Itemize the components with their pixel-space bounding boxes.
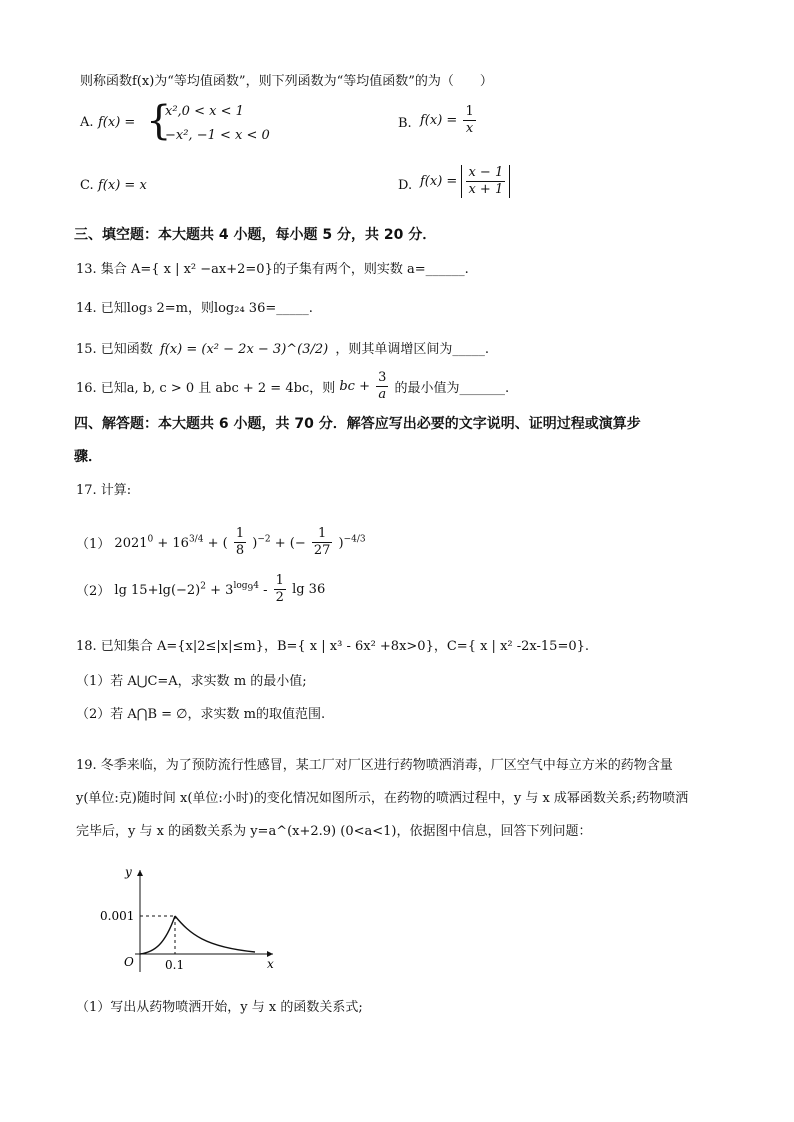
curve-decay [175,916,255,952]
question-19-line1: 19. 冬季来临，为了预防流行性感冒，某工厂对厂区进行药物喷洒消毒，厂区空气中每立方米的药物含量 [76,758,673,773]
option-b-fraction: $\frac{1}{x}$ [465,104,474,136]
question-18-part1: （1）若 A⋃C=A，求实数 m 的最小值; [76,674,307,689]
question-14: 14. 已知log₃ 2=m，则log₂₄ 36=_____. [76,301,313,316]
section-4-heading-line1: 四、解答题：本大题共 6 小题，共 70 分．解答应写出必要的文字说明、证明过程或演算步 [74,416,641,432]
question-15-function: f(x) = (x² − 2x − 3)^(3/2) [159,342,329,357]
section-3-heading: 三、填空题：本大题共 4 小题，每小题 5 分，共 20 分． [74,227,437,243]
question-15: 15. 已知函数 f(x) = (x² − 2x − 3)^(3/2) ，则其单调增区间为_____. [76,342,490,357]
question-17-part2: （2） $\lg 15+\lg(-2)^2 + 3^{log_94}$ - $\frac{1}{2}$ lg 36 [76,573,326,605]
question-17: 17. 计算: [76,483,132,498]
origin-label: O [124,955,134,969]
option-b-expr: f(x) = $\frac{1}{x}$ [420,104,474,136]
option-d-label: D. [398,178,413,193]
option-a-label: A. [80,115,94,130]
question-12-stem: 则称函数f(x)为“等均值函数”，则下列函数为“等均值函数”的为（ ） [80,74,493,89]
question-18-part2: （2）若 A⋂B = ∅，求实数 m的取值范围. [76,707,326,722]
question-16-fraction: $\frac{3}{a}$ [378,370,387,402]
question-13: 13. 集合 A={ x | x² −ax+2=0}的子集有两个，则实数 a=______. [76,262,469,277]
question-19-line3: 完毕后，y 与 x 的函数关系为 y=a^(x+2.9) (0<a<1)，依据图中信息，回答下列问题： [76,824,592,839]
question-16: 16. 已知a, b, c > 0 且 abc + 2 = 4bc，则 bc + $\frac{3}{a}$ 的最小值为_______. [76,370,510,402]
question-19-graph [95,862,285,977]
y-axis-label: y [125,865,132,879]
question-19-line2: y(单位:克)随时间 x(单位:小时)的变化情况如图所示，在药物的喷洒过程中，y 与 x 成幂函数关系;药物喷洒 [76,791,689,806]
y-axis-arrow [137,870,143,876]
option-a-fx: f(x) = [98,115,136,130]
curve-rising [140,916,175,954]
section-4-heading-line2: 骤． [74,449,102,465]
option-a-case2: −x², −1 < x < 0 [165,128,270,143]
option-c-label: C. [80,178,94,193]
option-d-fraction: $\frac{x - 1}{x + 1}$ [468,165,504,197]
question-18: 18. 已知集合 A={x|2≤|x|≤m}，B={ x | x³ - 6x² +8x>0}，C={ x | x² -2x-15=0}. [76,639,590,654]
y-tick-label: 0.001 [100,909,135,923]
x-tick-label: 0.1 [165,958,185,972]
question-17-part1: （1） $2021^0 + 16^{3/4}$ + ( $\frac{1}{8}$ )$^{-2}$ + (− $\frac{1}{27}$ )$^{-4/3}$ [76,526,366,558]
option-b-label: B. [398,116,412,131]
option-a-brace: { [146,98,172,144]
option-c-expr: f(x) = x [98,178,147,193]
option-d-expr: f(x) = $\frac{x - 1}{x + 1}$ [420,165,510,198]
option-a-case1: x²,0 < x < 1 [165,104,244,119]
question-19-part1: （1）写出从药物喷洒开始，y 与 x 的函数关系式; [76,1000,363,1015]
x-axis-label: x [267,957,274,971]
